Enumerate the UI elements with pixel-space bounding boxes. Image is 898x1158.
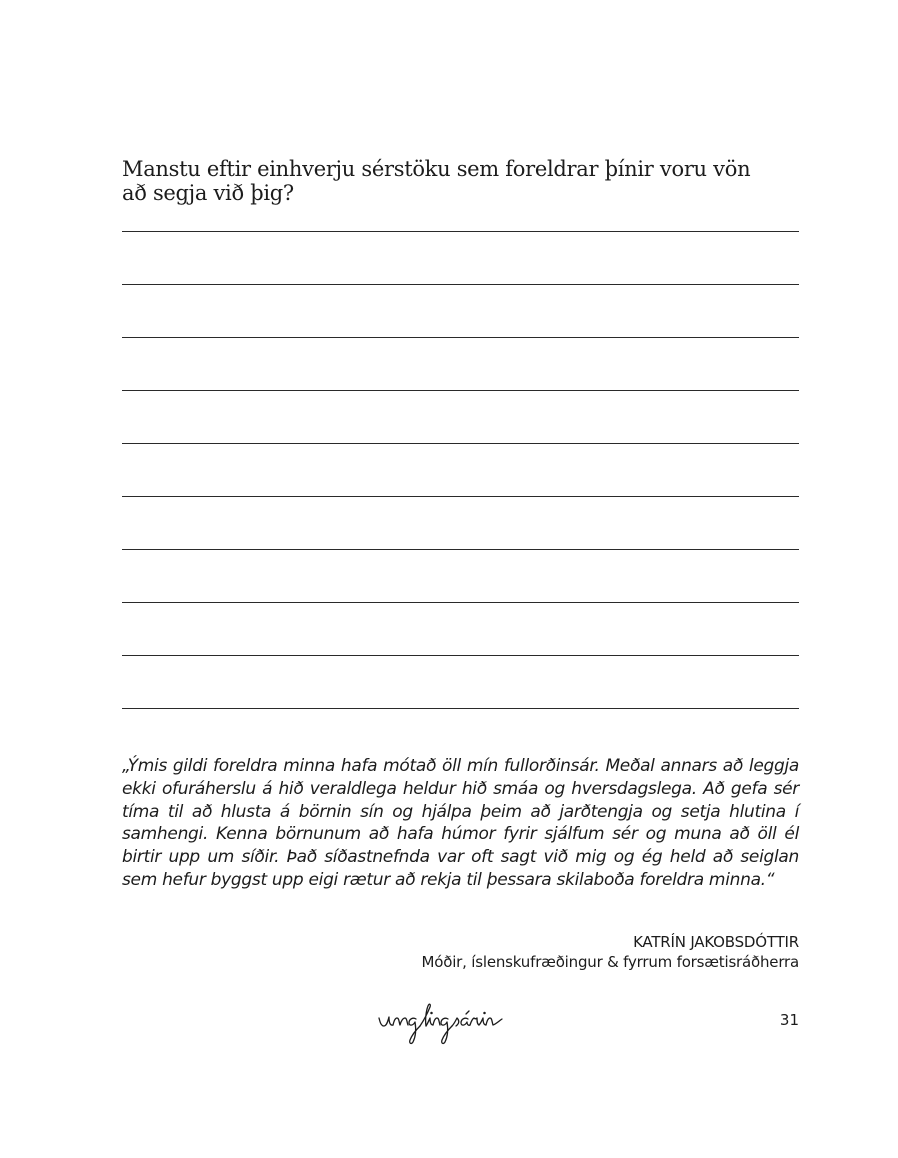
- quote-attribution: [422, 932, 799, 972]
- question-heading: Manstu eftir einhverju sérstöku sem foreldrar þínir voru vön að segja við þig?: [122, 157, 751, 205]
- answer-lines: [122, 231, 799, 709]
- answer-line[interactable]: [122, 549, 799, 602]
- answer-line[interactable]: [122, 390, 799, 443]
- page-number: 31: [779, 1011, 799, 1029]
- answer-line[interactable]: [122, 496, 799, 549]
- answer-line[interactable]: [122, 602, 799, 655]
- answer-line[interactable]: [122, 708, 799, 709]
- answer-line[interactable]: [122, 655, 799, 708]
- answer-line[interactable]: [122, 284, 799, 337]
- answer-line[interactable]: [122, 231, 799, 284]
- answer-line[interactable]: [122, 337, 799, 390]
- answer-line[interactable]: [122, 443, 799, 496]
- author-name: KATRÍN JAKOBSDÓTTIR: [633, 933, 799, 951]
- quote-text: „Ýmis gildi foreldra minna hafa mótað öll mín fullorðinsár. Meðal annars að leggja ekki ofuráherslu á hið veraldlega heldur hið smáa og hversdagslega. Að gefa sér tíma til að hlusta á börnin sín og hjálpa þeim að jarðtengja og setja hlutina í samhengi. Kenna börnunum að hafa húmor fyrir sjálfum sér og muna að öll él birtir upp um síðir. Það síðastnefnda var oft sagt við mig og ég held að seiglan sem hefur byggst upp eigi rætur að rekja til þessara skilaboða foreldra minna.“: [122, 756, 799, 890]
- unglingsarin-logo: [376, 998, 546, 1048]
- author-title: Móðir, íslenskufræðingur & fyrrum forsætisráðherra: [421, 953, 799, 971]
